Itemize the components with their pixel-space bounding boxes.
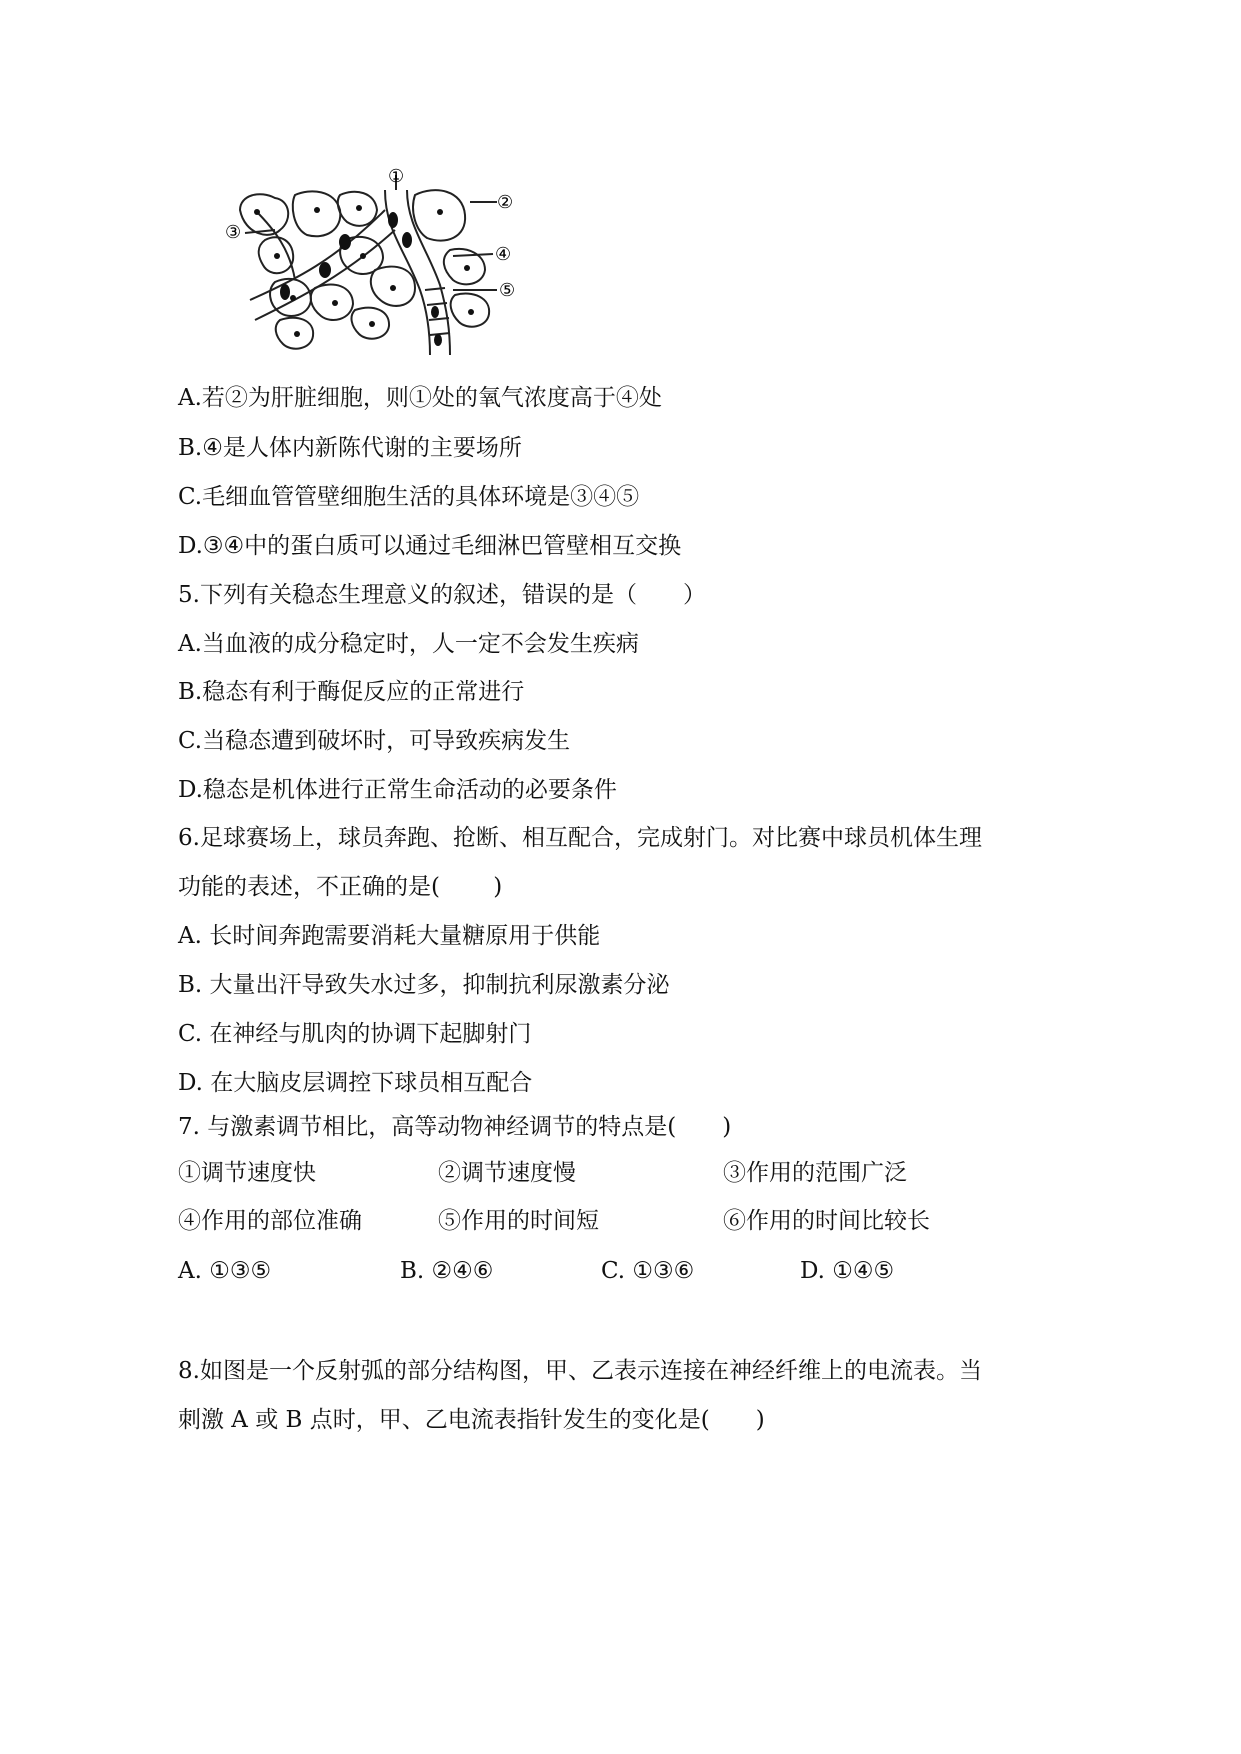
q7-item-2: ②调节速度慢: [438, 1160, 576, 1186]
label-2: ②: [497, 192, 514, 213]
label-3: ③: [225, 222, 242, 243]
q6-option-c: C. 在神经与肌肉的协调下起脚射门: [178, 1021, 532, 1047]
q6-option-a: A. 长时间奔跑需要消耗大量糖原用于供能: [178, 923, 601, 949]
q6-option-b: B. 大量出汗导致失水过多，抑制抗利尿激素分泌: [178, 972, 670, 998]
q8-stem-line1: 8.如图是一个反射弧的部分结构图，甲、乙表示连接在神经纤维上的电流表。当: [178, 1358, 982, 1384]
q4-option-a: A.若②为肝脏细胞，则①处的氧气浓度高于④处: [178, 385, 662, 411]
q6-stem-line1: 6.足球赛场上，球员奔跑、抢断、相互配合，完成射门。对比赛中球员机体生理: [178, 825, 982, 851]
label-1: ①: [388, 166, 405, 187]
q7-choice-d: D. ①④⑤: [800, 1258, 895, 1284]
q5-stem: 5.下列有关稳态生理意义的叙述，错误的是（ ）: [178, 582, 706, 608]
q5-option-c: C.当稳态遭到破坏时，可导致疾病发生: [178, 728, 571, 754]
tissue-diagram-svg: [225, 166, 575, 360]
q7-item-5: ⑤作用的时间短: [438, 1208, 599, 1234]
q8-stem-line2: 刺激 A 或 B 点时，甲、乙电流表指针发生的变化是( ): [178, 1407, 765, 1433]
q7-choices-row: [178, 1256, 1078, 1286]
q7-choice-b: B. ②④⑥: [400, 1258, 494, 1284]
label-4: ④: [495, 244, 512, 265]
q7-item-3: ③作用的范围广泛: [723, 1160, 907, 1186]
q6-option-d: D. 在大脑皮层调控下球员相互配合: [178, 1070, 533, 1096]
q7-items-row1: [178, 1158, 1078, 1188]
q7-item-4: ④作用的部位准确: [178, 1208, 362, 1234]
q7-stem: 7. 与激素调节相比，高等动物神经调节的特点是( ): [178, 1114, 732, 1140]
q7-choice-a: A. ①③⑤: [178, 1258, 272, 1284]
q4-option-c: C.毛细血管管壁细胞生活的具体环境是③④⑤: [178, 484, 640, 510]
q4-option-b: B.④是人体内新陈代谢的主要场所: [178, 435, 522, 461]
q5-option-d: D.稳态是机体进行正常生命活动的必要条件: [178, 777, 617, 803]
q5-option-b: B.稳态有利于酶促反应的正常进行: [178, 679, 525, 705]
q7-choice-c: C. ①③⑥: [601, 1258, 695, 1284]
q7-items-row2: [178, 1206, 1078, 1236]
q7-item-6: ⑥作用的时间比较长: [723, 1208, 930, 1234]
q6-stem-line2: 功能的表述，不正确的是( ): [178, 874, 503, 900]
q5-option-a: A.当血液的成分稳定时，人一定不会发生疾病: [178, 631, 639, 657]
label-5: ⑤: [499, 280, 516, 301]
q7-item-1: ①调节速度快: [178, 1160, 316, 1186]
q4-option-d: D.③④中的蛋白质可以通过毛细淋巴管壁相互交换: [178, 533, 682, 559]
tissue-diagram: [225, 166, 575, 360]
